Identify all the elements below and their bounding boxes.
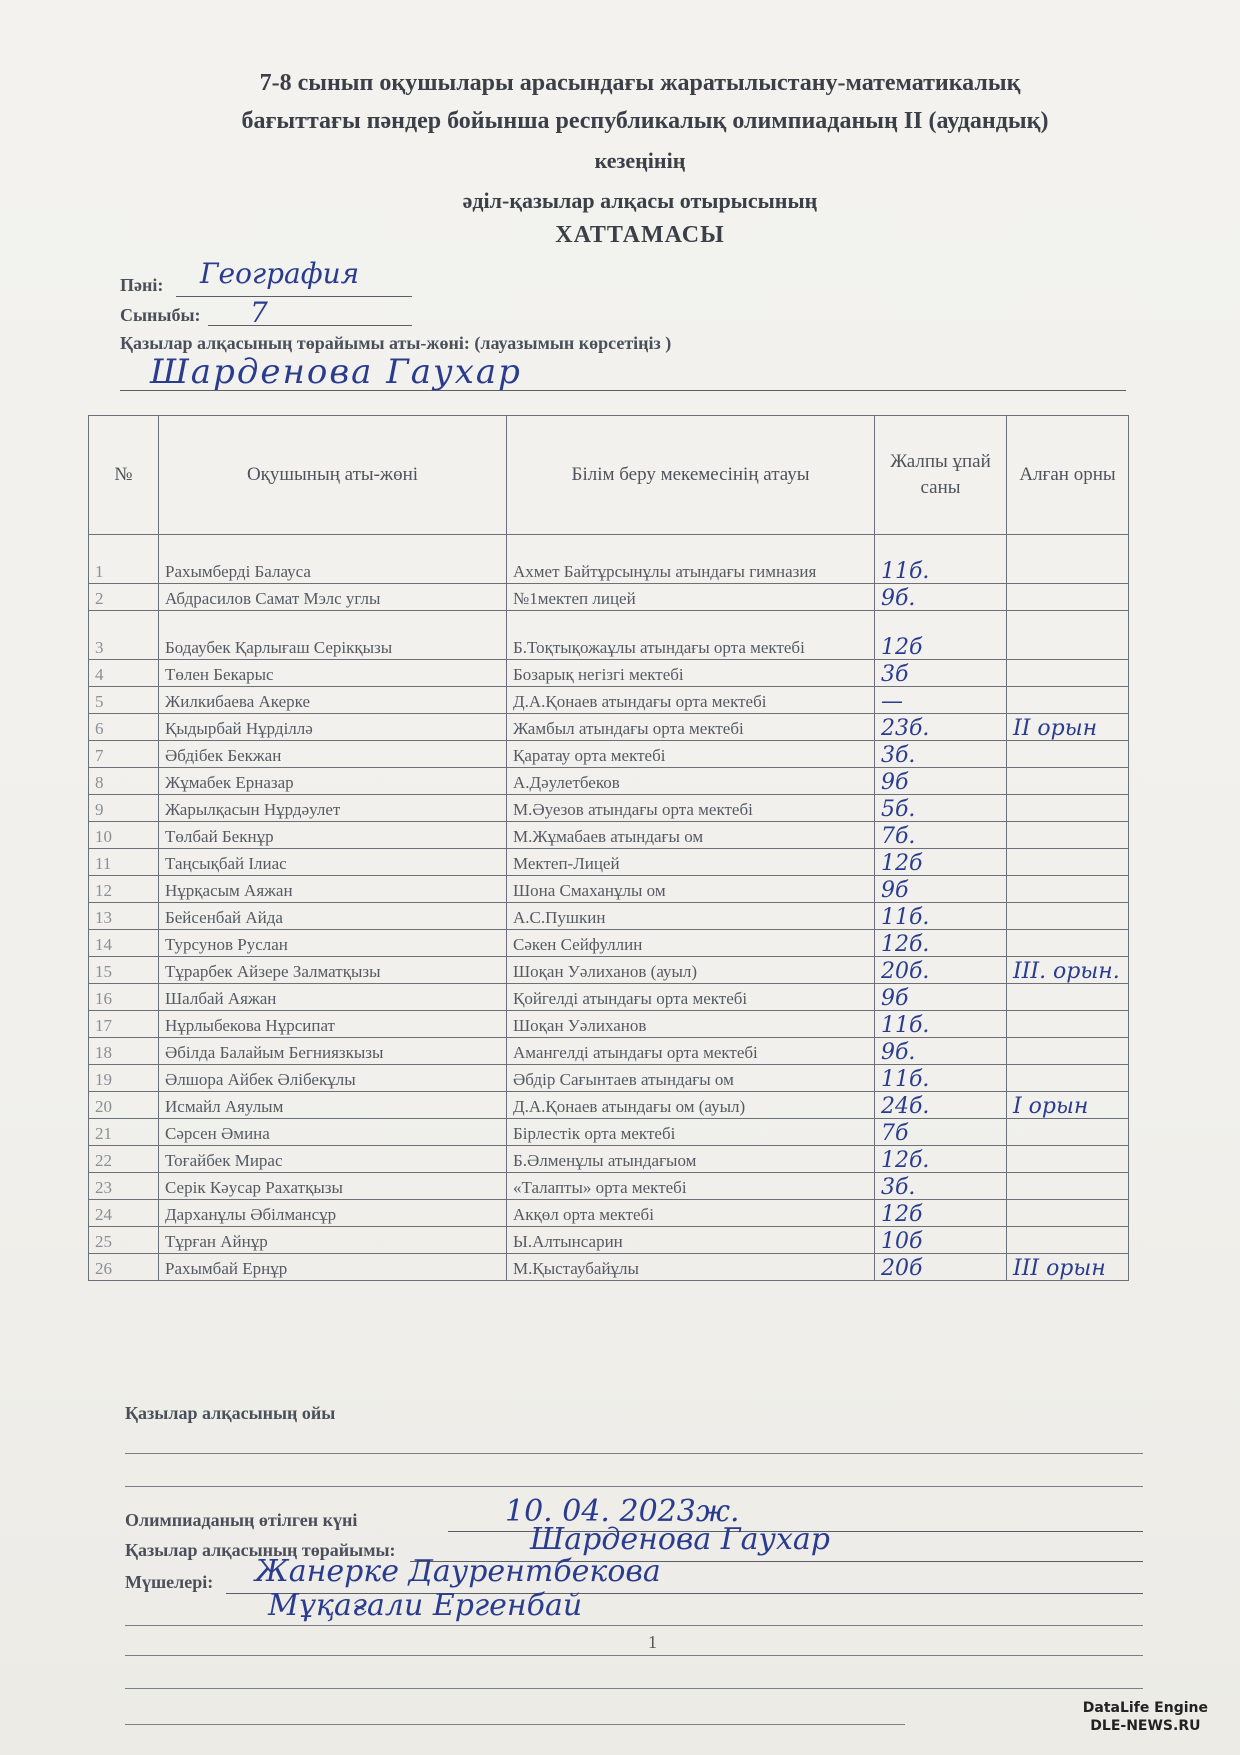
- cell-number: 21: [89, 1119, 159, 1146]
- cell-number: 7: [89, 741, 159, 768]
- cell-school: Амангелді атындағы орта мектебі: [507, 1038, 875, 1065]
- table-row: [89, 584, 1129, 611]
- header-student-name: Оқушының аты-жөні: [159, 416, 507, 535]
- cell-student-name: Тұрарбек Айзере Залматқызы: [159, 957, 507, 984]
- cell-place: [1007, 1146, 1129, 1173]
- cell-place: II орын: [1007, 714, 1129, 741]
- cell-student-name: Әбдібек Бекжан: [159, 741, 507, 768]
- table-row: [89, 822, 1129, 849]
- table-row: [89, 687, 1129, 714]
- cell-place: [1007, 795, 1129, 822]
- watermark-line-1: DataLife Engine: [1082, 1700, 1208, 1716]
- cell-number: 6: [89, 714, 159, 741]
- cell-school: Бірлестік орта мектебі: [507, 1119, 875, 1146]
- blank-line-3: [125, 1724, 905, 1725]
- cell-student-name: Әбілда Балайым Бегниязкызы: [159, 1038, 507, 1065]
- cell-student-name: Исмайл Аяулым: [159, 1092, 507, 1119]
- member-1: Жанерке Даурентбекова: [255, 1554, 661, 1589]
- table-row: [89, 984, 1129, 1011]
- cell-number: 20: [89, 1092, 159, 1119]
- cell-score: 11б.: [875, 1065, 1007, 1092]
- cell-number: 9: [89, 795, 159, 822]
- chair-signature-value: Шарденова Гаухар: [530, 1522, 830, 1557]
- header-place: Алған орны: [1007, 416, 1129, 535]
- watermark: [1083, 1699, 1208, 1735]
- title-line-1: 7-8 сынып оқушылары арасындағы жаратылыстану-математикалық: [259, 70, 1021, 96]
- cell-place: [1007, 1227, 1129, 1254]
- cell-score: 3б.: [875, 741, 1007, 768]
- cell-school: М.Әуезов атындағы орта мектебі: [507, 795, 875, 822]
- cell-place: I орын: [1007, 1092, 1129, 1119]
- table-row: [89, 1011, 1129, 1038]
- title-line-3: кезеңінің: [594, 148, 686, 173]
- table-row: [89, 768, 1129, 795]
- cell-score: 9б: [875, 984, 1007, 1011]
- results-table: [88, 415, 1129, 1281]
- cell-student-name: Шалбай Аяжан: [159, 984, 507, 1011]
- cell-number: 19: [89, 1065, 159, 1092]
- cell-score: 20б: [875, 1254, 1007, 1281]
- grade-label: Сыныбы:: [120, 305, 201, 325]
- table-row: [89, 714, 1129, 741]
- cell-score: 20б.: [875, 957, 1007, 984]
- cell-school: Ы.Алтынсарин: [507, 1227, 875, 1254]
- cell-number: 14: [89, 930, 159, 957]
- cell-school: Жамбыл атындағы орта мектебі: [507, 714, 875, 741]
- table-row: [89, 930, 1129, 957]
- table-row: [89, 1119, 1129, 1146]
- cell-student-name: Таңсықбай Ілиас: [159, 849, 507, 876]
- chair-label: Қазылар алқасының төрайымы аты-жөні: (лауазымын көрсетіңіз ): [120, 333, 672, 353]
- cell-place: [1007, 1200, 1129, 1227]
- table-row: [89, 795, 1129, 822]
- cell-place: [1007, 611, 1129, 660]
- cell-school: Сәкен Сейфуллин: [507, 930, 875, 957]
- date-value: 10. 04. 2023ж.: [505, 1494, 740, 1529]
- cell-number: 18: [89, 1038, 159, 1065]
- cell-score: 7б: [875, 1119, 1007, 1146]
- cell-school: Бозарық негізгі мектебі: [507, 660, 875, 687]
- cell-score: 11б.: [875, 903, 1007, 930]
- cell-number: 11: [89, 849, 159, 876]
- cell-number: 25: [89, 1227, 159, 1254]
- cell-school: Қойгелді атындағы орта мектебі: [507, 984, 875, 1011]
- cell-score: —: [875, 687, 1007, 714]
- cell-score: 10б: [875, 1227, 1007, 1254]
- cell-student-name: Нұрлыбекова Нұрсипат: [159, 1011, 507, 1038]
- table-row: [89, 1200, 1129, 1227]
- members-underline-2: [125, 1625, 1143, 1626]
- member-2: Мұқағали Ергенбай: [268, 1588, 583, 1623]
- cell-school: Д.А.Қонаев атындағы ом (ауыл): [507, 1092, 875, 1119]
- opinion-label: Қазылар алқасының ойы: [125, 1403, 336, 1423]
- cell-place: [1007, 984, 1129, 1011]
- cell-score: 3б.: [875, 1173, 1007, 1200]
- members-label: Мүшелері:: [125, 1572, 214, 1592]
- cell-place: [1007, 1011, 1129, 1038]
- cell-student-name: Бейсенбай Айда: [159, 903, 507, 930]
- cell-place: [1007, 584, 1129, 611]
- cell-student-name: Бодаубек Қарлығаш Серікқызы: [159, 611, 507, 660]
- cell-place: III орын: [1007, 1254, 1129, 1281]
- cell-score: 24б.: [875, 1092, 1007, 1119]
- cell-place: [1007, 1038, 1129, 1065]
- cell-number: 4: [89, 660, 159, 687]
- cell-number: 17: [89, 1011, 159, 1038]
- cell-student-name: Абдрасилов Самат Мэлс углы: [159, 584, 507, 611]
- cell-school: А.С.Пушкин: [507, 903, 875, 930]
- cell-place: [1007, 741, 1129, 768]
- cell-score: 12б: [875, 1200, 1007, 1227]
- cell-score: 9б: [875, 768, 1007, 795]
- cell-number: 3: [89, 611, 159, 660]
- table-row: [89, 741, 1129, 768]
- table-row: [89, 660, 1129, 687]
- cell-school: Шоқан Уәлиханов (ауыл): [507, 957, 875, 984]
- cell-number: 24: [89, 1200, 159, 1227]
- cell-student-name: Тоғайбек Мирас: [159, 1146, 507, 1173]
- date-label: Олимпиаданың өтілген күні: [125, 1510, 358, 1530]
- cell-school: Б.Тоқтықожаұлы атындағы орта мектебі: [507, 611, 875, 660]
- cell-place: [1007, 930, 1129, 957]
- header-school: Білім беру мекемесінің атауы: [507, 416, 875, 535]
- cell-score: 9б.: [875, 584, 1007, 611]
- cell-place: III. орын.: [1007, 957, 1129, 984]
- cell-score: 7б.: [875, 822, 1007, 849]
- cell-place: [1007, 876, 1129, 903]
- cell-student-name: Нұрқасым Аяжан: [159, 876, 507, 903]
- chair-value: Шарденова Гаухар: [150, 352, 522, 392]
- cell-place: [1007, 822, 1129, 849]
- cell-place: [1007, 768, 1129, 795]
- cell-score: 9б: [875, 876, 1007, 903]
- cell-number: 23: [89, 1173, 159, 1200]
- cell-student-name: Сәрсен Әмина: [159, 1119, 507, 1146]
- table-row: [89, 849, 1129, 876]
- header-number: №: [89, 416, 159, 535]
- cell-score: 12б.: [875, 1146, 1007, 1173]
- cell-school: Акқөл орта мектебі: [507, 1200, 875, 1227]
- cell-score: 11б.: [875, 1011, 1007, 1038]
- cell-score: 23б.: [875, 714, 1007, 741]
- table-row: [89, 1227, 1129, 1254]
- subject-value: География: [200, 257, 360, 290]
- table-row: [89, 1254, 1129, 1281]
- cell-number: 13: [89, 903, 159, 930]
- table-row: [89, 957, 1129, 984]
- cell-place: [1007, 1119, 1129, 1146]
- cell-school: Б.Әлменұлы атындағыом: [507, 1146, 875, 1173]
- opinion-line-1: [125, 1453, 1143, 1454]
- document-title: ХАТТАМАСЫ: [555, 222, 725, 248]
- cell-student-name: Төлен Бекарыс: [159, 660, 507, 687]
- cell-school: Шоқан Уәлиханов: [507, 1011, 875, 1038]
- table-row: [89, 1146, 1129, 1173]
- table-row: [89, 535, 1129, 584]
- cell-score: 3б: [875, 660, 1007, 687]
- cell-place: [1007, 1173, 1129, 1200]
- cell-school: «Талапты» орта мектебі: [507, 1173, 875, 1200]
- table-row: [89, 611, 1129, 660]
- cell-school: М.Жұмабаев атындағы ом: [507, 822, 875, 849]
- title-line-2: бағыттағы пәндер бойынша республикалық олимпиаданың II (аудандық): [241, 108, 1049, 134]
- cell-number: 15: [89, 957, 159, 984]
- cell-student-name: Төлбай Бекнұр: [159, 822, 507, 849]
- cell-school: Әбдір Сағынтаев атындағы ом: [507, 1065, 875, 1092]
- cell-student-name: Жұмабек Ерназар: [159, 768, 507, 795]
- cell-student-name: Рахымбай Ернұр: [159, 1254, 507, 1281]
- cell-place: [1007, 903, 1129, 930]
- cell-place: [1007, 849, 1129, 876]
- table-row: [89, 1038, 1129, 1065]
- title-line-4: әділ-қазылар алқасы отырысының: [462, 188, 818, 213]
- grade-value: 7: [250, 296, 268, 329]
- cell-place: [1007, 1065, 1129, 1092]
- table-row: [89, 903, 1129, 930]
- chair-signature-label: Қазылар алқасының төрайымы:: [125, 1540, 396, 1560]
- cell-score: 12б: [875, 849, 1007, 876]
- cell-number: 2: [89, 584, 159, 611]
- watermark-line-2: DLE-NEWS.RU: [1090, 1718, 1201, 1734]
- cell-place: [1007, 660, 1129, 687]
- cell-student-name: Әлшора Айбек Әлібекұлы: [159, 1065, 507, 1092]
- table-row: [89, 1065, 1129, 1092]
- blank-line-1: [125, 1655, 1143, 1656]
- table-row: [89, 1092, 1129, 1119]
- cell-number: 26: [89, 1254, 159, 1281]
- cell-school: Мектеп-Лицей: [507, 849, 875, 876]
- cell-number: 16: [89, 984, 159, 1011]
- cell-student-name: Рахымберді Балауса: [159, 535, 507, 584]
- cell-student-name: Тұрған Айнұр: [159, 1227, 507, 1254]
- cell-school: Шона Смаханұлы ом: [507, 876, 875, 903]
- cell-school: Д.А.Қонаев атындағы орта мектебі: [507, 687, 875, 714]
- cell-number: 1: [89, 535, 159, 584]
- cell-school: №1мектеп лицей: [507, 584, 875, 611]
- cell-student-name: Жилкибаева Акерке: [159, 687, 507, 714]
- cell-school: Ахмет Байтұрсынұлы атындағы гимназия: [507, 535, 875, 584]
- cell-number: 5: [89, 687, 159, 714]
- page-number: 1: [648, 1632, 657, 1652]
- cell-student-name: Турсунов Руслан: [159, 930, 507, 957]
- cell-number: 8: [89, 768, 159, 795]
- cell-score: 12б.: [875, 930, 1007, 957]
- cell-score: 12б: [875, 611, 1007, 660]
- subject-underline: [176, 296, 412, 297]
- cell-number: 12: [89, 876, 159, 903]
- cell-score: 9б.: [875, 1038, 1007, 1065]
- cell-place: [1007, 535, 1129, 584]
- opinion-line-2: [125, 1486, 1143, 1487]
- cell-score: 5б.: [875, 795, 1007, 822]
- cell-student-name: Дарханұлы Әбілмансұр: [159, 1200, 507, 1227]
- cell-number: 10: [89, 822, 159, 849]
- table-row: [89, 1173, 1129, 1200]
- subject-label: Пәні:: [120, 275, 164, 295]
- grade-underline: [208, 325, 412, 326]
- cell-number: 22: [89, 1146, 159, 1173]
- cell-school: А.Дәулетбеков: [507, 768, 875, 795]
- cell-school: Қаратау орта мектебі: [507, 741, 875, 768]
- cell-score: 11б.: [875, 535, 1007, 584]
- cell-place: [1007, 687, 1129, 714]
- blank-line-2: [125, 1688, 1143, 1689]
- table-header-row: [89, 416, 1129, 535]
- cell-student-name: Жарылқасын Нұрдәулет: [159, 795, 507, 822]
- header-total-score: Жалпы ұпай саны: [875, 416, 1007, 535]
- table-row: [89, 876, 1129, 903]
- cell-student-name: Қыдырбай Нұрділлә: [159, 714, 507, 741]
- cell-school: М.Қыстаубайұлы: [507, 1254, 875, 1281]
- cell-student-name: Серік Кәусар Рахатқызы: [159, 1173, 507, 1200]
